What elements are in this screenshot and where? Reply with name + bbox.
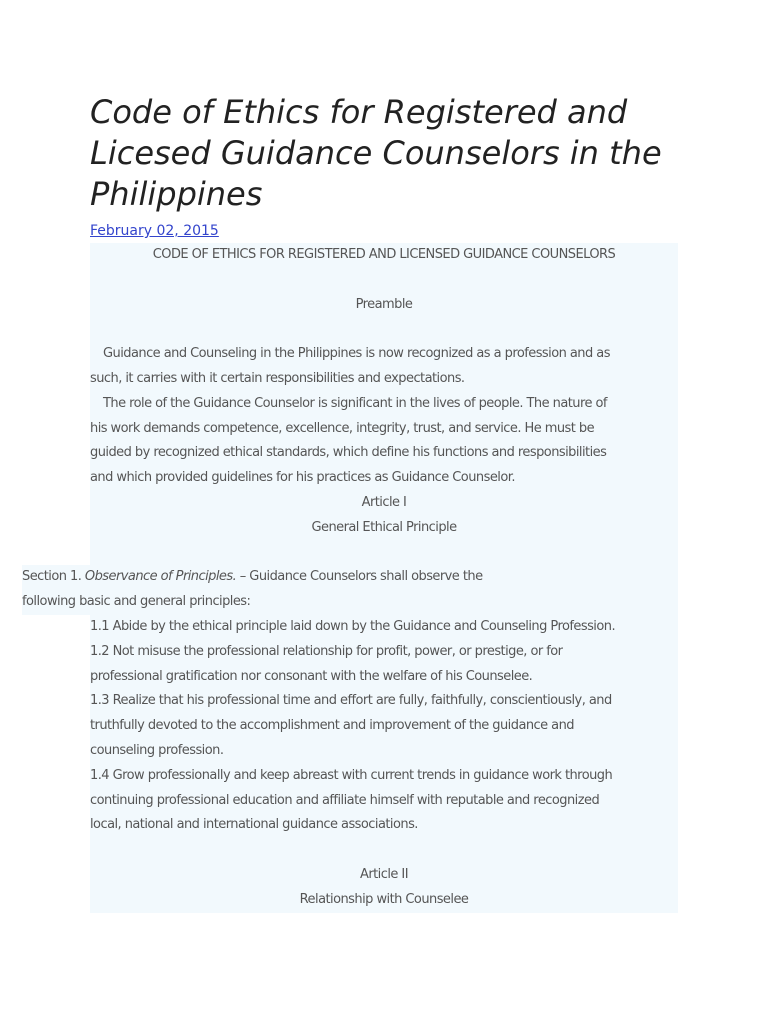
blank-line xyxy=(90,317,678,342)
list-item-cont: truthfully devoted to the accomplishment and improvement of the guidance and xyxy=(90,714,678,739)
section-line: following basic and general principles: xyxy=(22,590,678,615)
paragraph-line: guided by recognized ethical standards, which define his functions and responsibilities xyxy=(90,441,678,466)
blank-line xyxy=(90,838,678,863)
article-title: Relationship with Counselee xyxy=(90,888,678,913)
list-item: 1.1 Abide by the ethical principle laid down by the Guidance and Counseling Profession. xyxy=(90,615,678,640)
paragraph-line: his work demands competence, excellence, integrity, trust, and service. He must be xyxy=(90,417,678,442)
post-date-link[interactable]: February 02, 2015 xyxy=(90,223,219,239)
blank-line xyxy=(90,541,678,566)
section-prefix: Section 1. xyxy=(22,569,85,585)
document-heading: CODE OF ETHICS FOR REGISTERED AND LICENSED GUIDANCE COUNSELORS xyxy=(90,243,678,268)
article-label: Article I xyxy=(90,491,678,516)
list-item-cont: counseling profession. xyxy=(90,739,678,764)
section-heading-line xyxy=(22,565,678,590)
blank-line xyxy=(90,268,678,293)
list-item-cont: continuing professional education and affiliate himself with reputable and recognized xyxy=(90,789,678,814)
section-emphasis: Observance of Principles. xyxy=(84,569,237,585)
list-item: 1.3 Realize that his professional time and effort are fully, faithfully, conscientiously, and xyxy=(90,689,678,714)
list-item: 1.4 Grow professionally and keep abreast with current trends in guidance work through xyxy=(90,764,678,789)
article-label: Article II xyxy=(90,863,678,888)
list-item-cont: professional gratification nor consonant with the welfare of his Counselee. xyxy=(90,665,678,690)
paragraph-line: and which provided guidelines for his practices as Guidance Counselor. xyxy=(90,466,678,491)
post-body xyxy=(0,243,768,913)
list-item-cont: local, national and international guidance associations. xyxy=(90,813,678,838)
paragraph-line: such, it carries with it certain responsibilities and expectations. xyxy=(90,367,678,392)
section-rest: – Guidance Counselors shall observe the xyxy=(236,569,483,585)
list-item: 1.2 Not misuse the professional relationship for profit, power, or prestige, or for xyxy=(90,640,678,665)
paragraph-line: Guidance and Counseling in the Philippines is now recognized as a profession and as xyxy=(90,342,678,367)
post-title: Code of Ethics for Registered and Licesed Guidance Counselors in the Philippines xyxy=(90,93,662,213)
preamble-title: Preamble xyxy=(90,293,678,318)
article-title: General Ethical Principle xyxy=(90,516,678,541)
paragraph-line: The role of the Guidance Counselor is significant in the lives of people. The nature of xyxy=(90,392,678,417)
